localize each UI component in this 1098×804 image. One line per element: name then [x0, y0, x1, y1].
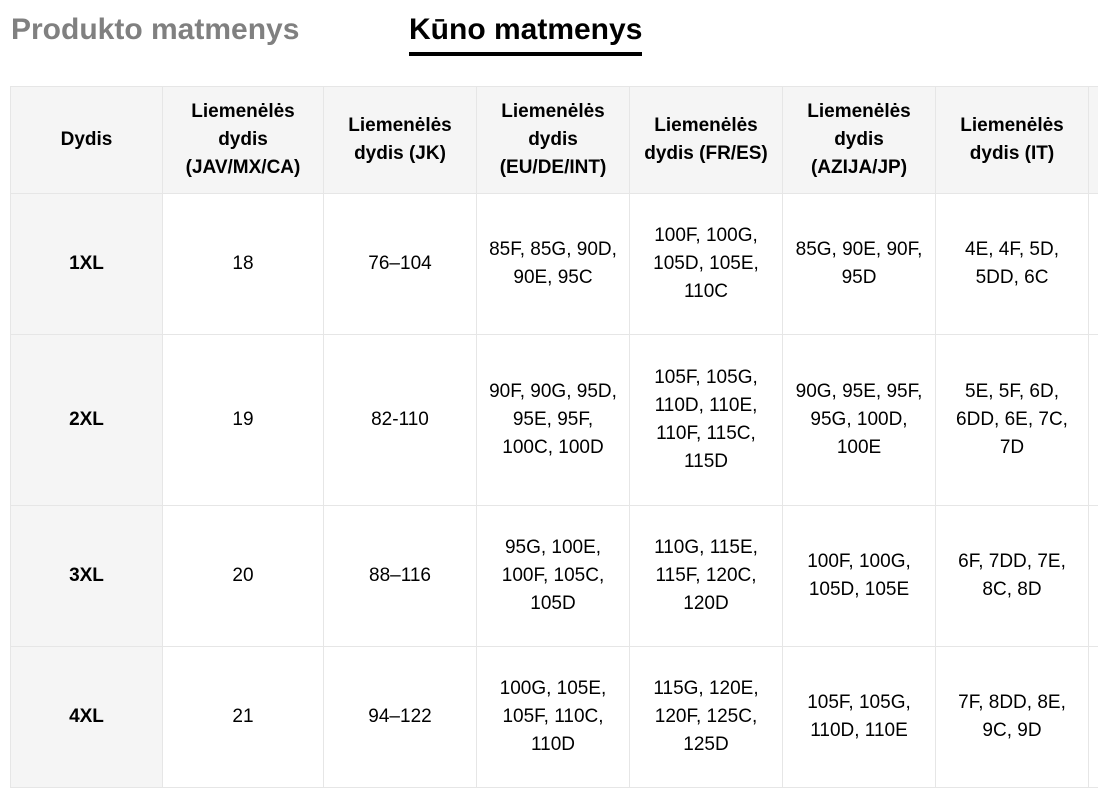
- overflow-cell: [1089, 506, 1098, 647]
- table-cell: 100F, 100G, 105D, 105E, 110C: [630, 194, 783, 335]
- table-cell: 90F, 90G, 95D, 95E, 95F, 100C, 100D: [477, 335, 630, 506]
- table-cell: 85G, 90E, 90F, 95D: [783, 194, 936, 335]
- header-overflow-cell: [1089, 87, 1098, 194]
- table-row: [11, 194, 1098, 335]
- table-cell: 105F, 105G, 110D, 110E, 110F, 115C, 115D: [630, 335, 783, 506]
- row-size-label: 4XL: [11, 647, 163, 788]
- row-size-label: 3XL: [11, 506, 163, 647]
- table-cell: 105F, 105G, 110D, 110E: [783, 647, 936, 788]
- table-cell: 20: [163, 506, 324, 647]
- table-cell: 4E, 4F, 5D, 5DD, 6C: [936, 194, 1089, 335]
- table-cell: 110G, 115E, 115F, 120C, 120D: [630, 506, 783, 647]
- overflow-cell: [1089, 647, 1098, 788]
- table-cell: 85F, 85G, 90D, 90E, 95C: [477, 194, 630, 335]
- table-cell: 95G, 100E, 100F, 105C, 105D: [477, 506, 630, 647]
- table-cell: 6F, 7DD, 7E, 8C, 8D: [936, 506, 1089, 647]
- header-size: Dydis: [11, 87, 163, 194]
- header-bra-size-us: Liemenėlės dydis (JAV/MX/CA): [163, 87, 324, 194]
- table-cell: 21: [163, 647, 324, 788]
- table-header-row: [11, 87, 1098, 194]
- header-bra-size-uk: Liemenėlės dydis (JK): [324, 87, 477, 194]
- tab-product-measurements[interactable]: Produkto matmenys: [11, 13, 300, 46]
- table-cell: 82-110: [324, 335, 477, 506]
- table-cell: 5E, 5F, 6D, 6DD, 6E, 7C, 7D: [936, 335, 1089, 506]
- size-table-container[interactable]: [10, 86, 1098, 804]
- table-cell: 100G, 105E, 105F, 110C, 110D: [477, 647, 630, 788]
- table-cell: 7F, 8DD, 8E, 9C, 9D: [936, 647, 1089, 788]
- table-cell: 94–122: [324, 647, 477, 788]
- size-tabs: [0, 0, 1098, 60]
- table-cell: 90G, 95E, 95F, 95G, 100D, 100E: [783, 335, 936, 506]
- row-size-label: 1XL: [11, 194, 163, 335]
- table-cell: 18: [163, 194, 324, 335]
- table-row: [11, 335, 1098, 506]
- table-cell: 115G, 120E, 120F, 125C, 125D: [630, 647, 783, 788]
- table-cell: 100F, 100G, 105D, 105E: [783, 506, 936, 647]
- header-bra-size-eu: Liemenėlės dydis (EU/DE/INT): [477, 87, 630, 194]
- tab-body-measurements[interactable]: Kūno matmenys: [409, 12, 642, 56]
- table-cell: 19: [163, 335, 324, 506]
- row-size-label: 2XL: [11, 335, 163, 506]
- overflow-cell: [1089, 335, 1098, 506]
- size-table: [10, 86, 1098, 788]
- table-row: [11, 647, 1098, 788]
- header-bra-size-it: Liemenėlės dydis (IT): [936, 87, 1089, 194]
- header-bra-size-fr: Liemenėlės dydis (FR/ES): [630, 87, 783, 194]
- table-cell: 88–116: [324, 506, 477, 647]
- overflow-cell: [1089, 194, 1098, 335]
- table-cell: 76–104: [324, 194, 477, 335]
- table-row: [11, 506, 1098, 647]
- header-bra-size-asia: Liemenėlės dydis (AZIJA/JP): [783, 87, 936, 194]
